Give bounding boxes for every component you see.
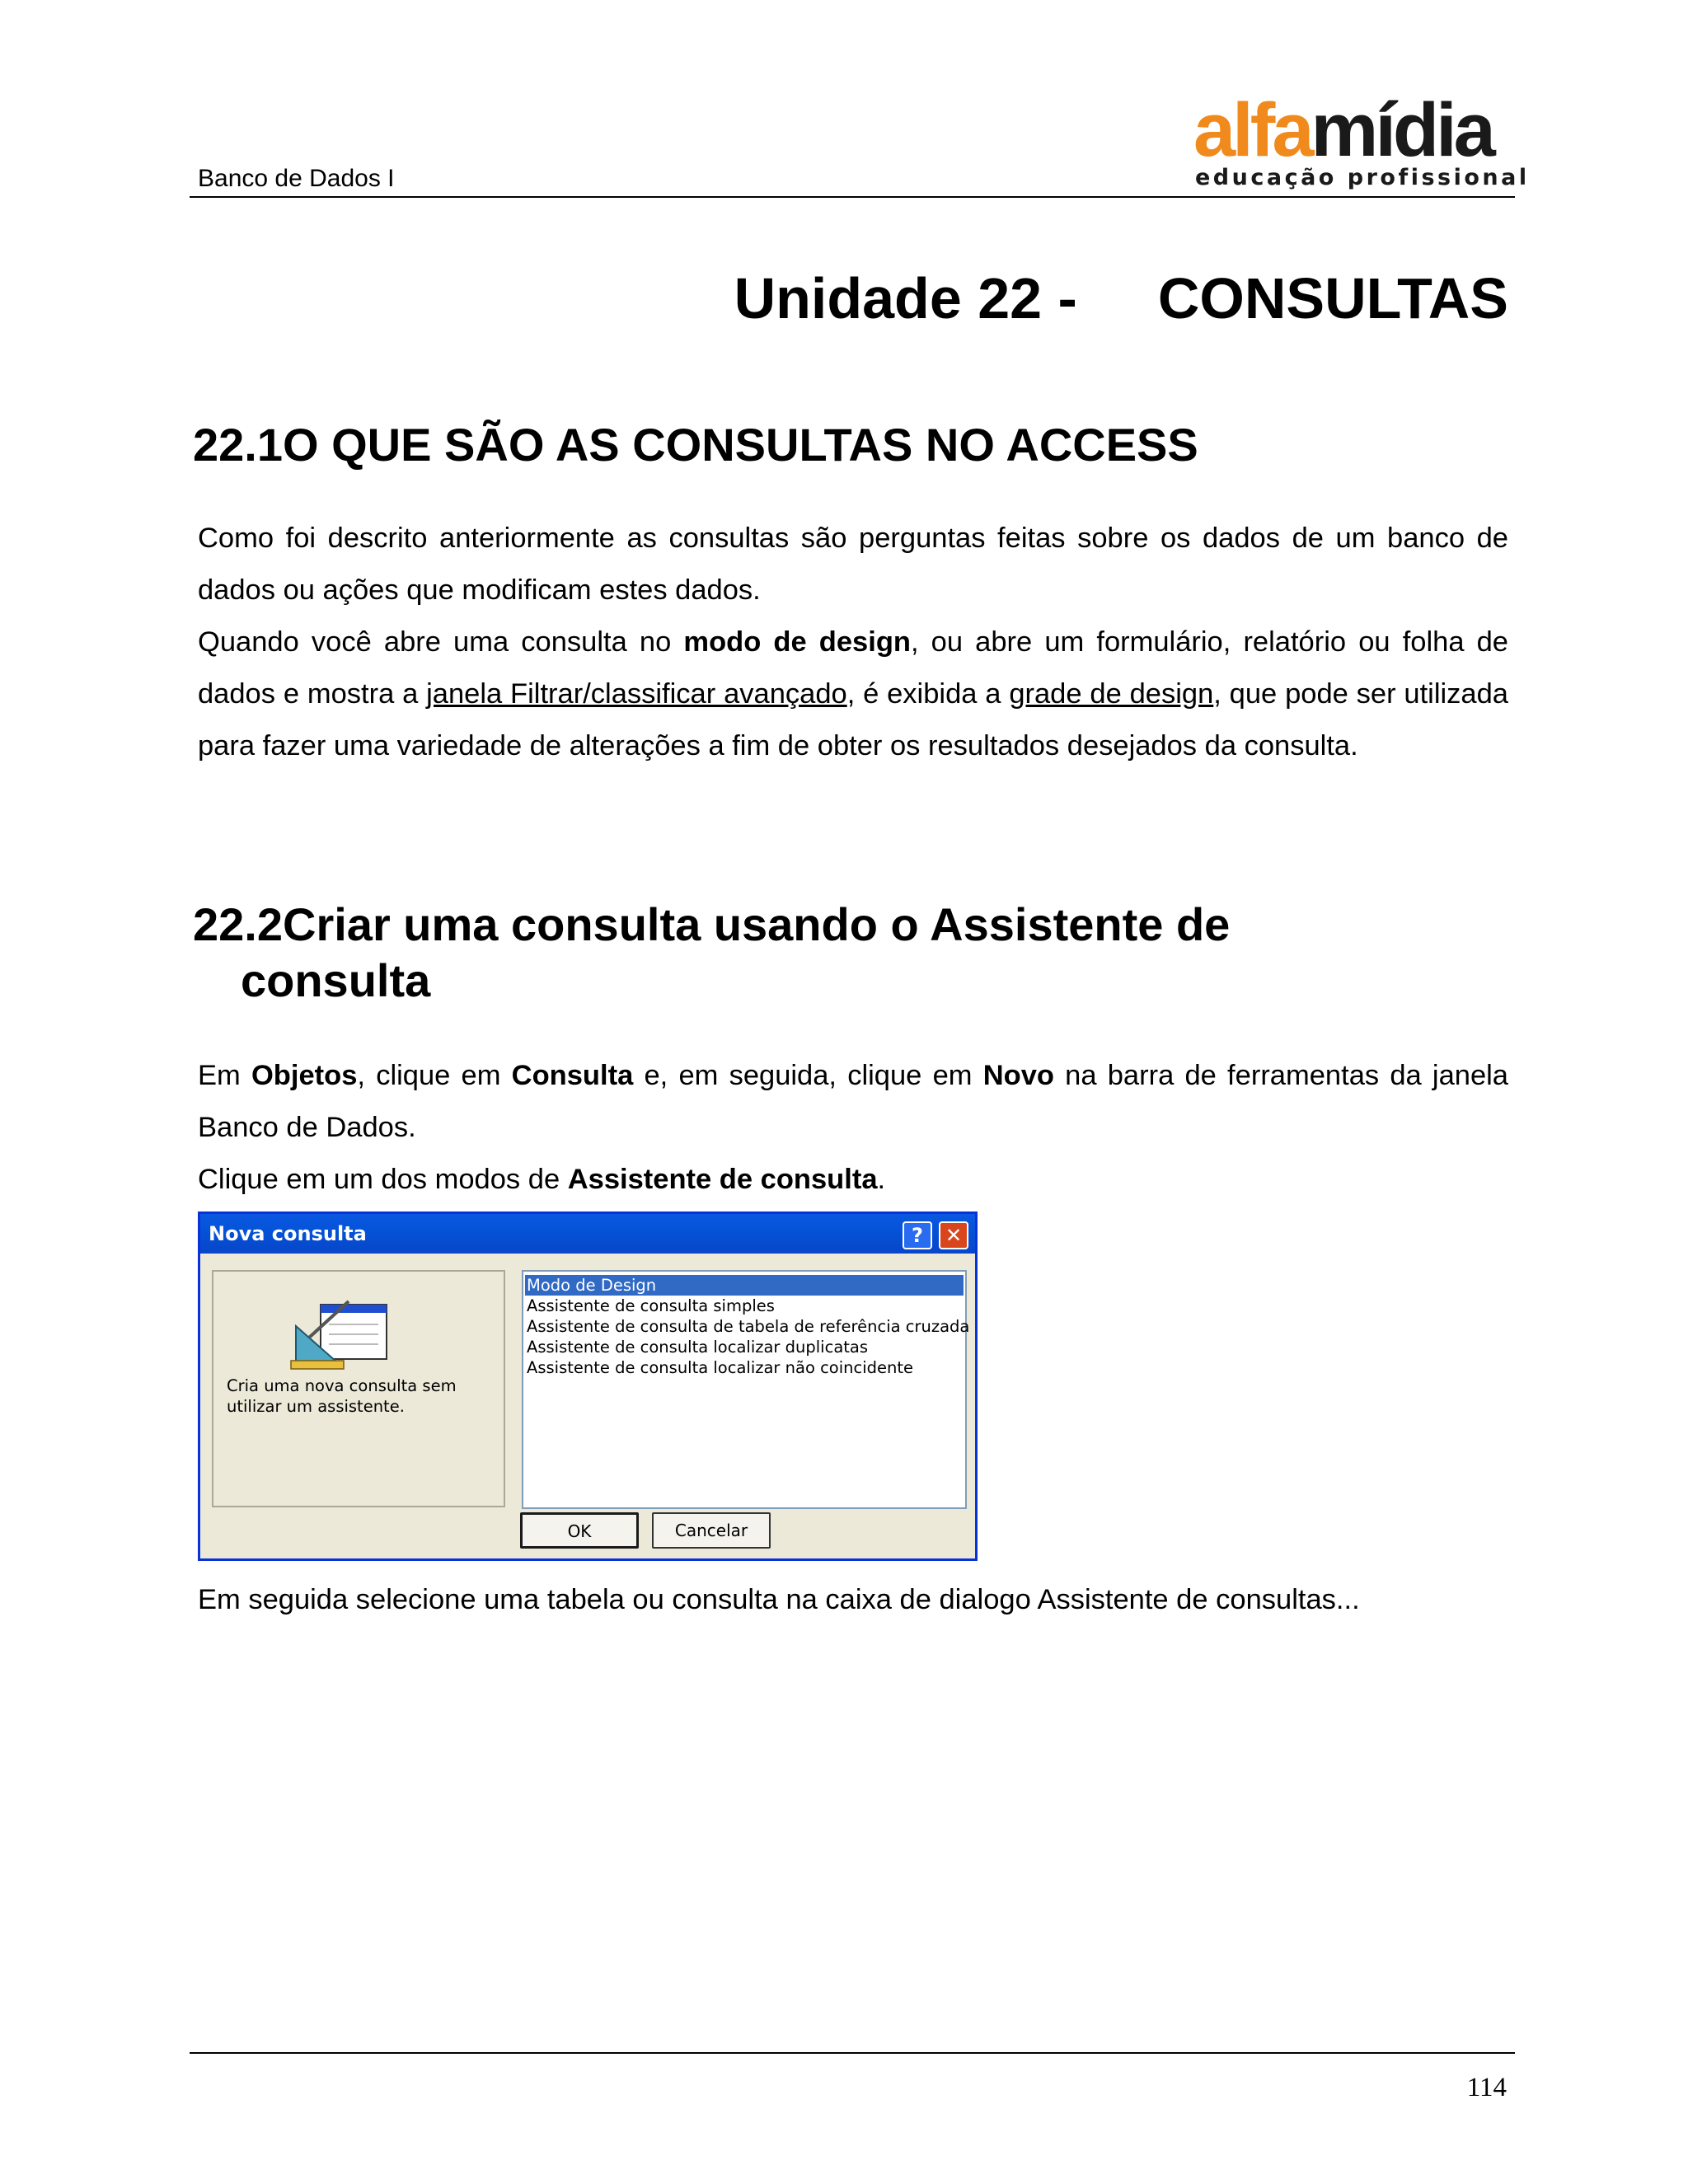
ok-button[interactable]: OK	[520, 1512, 639, 1549]
paragraph: Clique em um dos modos de Assistente de consulta.	[198, 1164, 886, 1195]
paragraph: Em seguida selecione uma tabela ou consulta na caixa de dialogo Assistente de consultas...	[198, 1584, 1360, 1615]
paragraph: Como foi descrito anteriormente as consultas são perguntas feitas sobre os dados de um banco de dados ou ações que modificam estes dados.	[198, 523, 1508, 606]
link-grade-design[interactable]: grade de design	[1009, 678, 1214, 710]
dialog-titlebar[interactable]	[200, 1214, 975, 1254]
section-2-number: 22.2	[193, 898, 283, 950]
section-2-heading	[193, 897, 1230, 1009]
preview-pane	[212, 1270, 505, 1507]
section-2-title-line1: Criar uma consulta usando o Assistente de	[283, 898, 1231, 950]
section-2-followup	[191, 1574, 1508, 1626]
section-1-title: O QUE SÃO AS CONSULTAS NO ACCESS	[283, 419, 1198, 471]
unit-number: Unidade 22 -	[734, 266, 1077, 330]
link-janela-filtrar[interactable]: janela Filtrar/classificar avançado	[426, 678, 847, 710]
logo-midia-text: mídia	[1311, 88, 1493, 172]
alfamidia-logo	[1193, 88, 1530, 191]
logo-tagline: educação profissional	[1195, 165, 1530, 190]
logo-alfa-text: alfa	[1193, 88, 1311, 172]
section-2-body	[191, 1050, 1508, 1206]
bold-term: modo de design	[683, 626, 911, 658]
list-item[interactable]: Assistente de consulta simples	[527, 1296, 775, 1315]
close-button[interactable]: ✕	[939, 1221, 968, 1249]
help-button[interactable]: ?	[903, 1221, 932, 1249]
list-item-selected[interactable]: Modo de Design	[525, 1275, 964, 1296]
query-design-icon	[288, 1296, 395, 1379]
query-type-list[interactable]	[522, 1270, 970, 1509]
section-2-title-line2: consulta	[241, 954, 431, 1006]
cancel-button[interactable]: Cancelar	[652, 1512, 771, 1549]
dialog-description: Cria uma nova consulta sem utilizar um assistente.	[227, 1376, 457, 1416]
paragraph: Em Objetos, clique em Consulta e, em seguida, clique em Novo na barra de ferramentas da janela Banco de Dados.	[198, 1060, 1508, 1143]
header-rule	[190, 196, 1515, 198]
page-number: 114	[1466, 2073, 1507, 2102]
section-1-heading	[193, 417, 1198, 473]
header-doc-title: Banco de Dados I	[198, 165, 395, 192]
footer-rule	[190, 2052, 1515, 2054]
unit-title	[734, 265, 1508, 331]
section-1-body	[191, 513, 1508, 772]
nova-consulta-dialog	[198, 1212, 978, 1561]
unit-name: CONSULTAS	[1157, 266, 1508, 330]
list-item[interactable]: Assistente de consulta localizar não coincidente	[527, 1358, 914, 1377]
dialog-title: Nova consulta	[209, 1222, 367, 1245]
list-item[interactable]: Assistente de consulta localizar duplicatas	[527, 1338, 869, 1357]
list-item[interactable]: Assistente de consulta de tabela de referência cruzada	[527, 1317, 970, 1336]
paragraph: Quando você abre uma consulta no modo de design, ou abre um formulário, relatório ou folha de dados e mostra a janela Filtrar/classificar avançado, é exibida a grade de design, que pode ser utilizada para fazer uma variedade de alterações a fim de obter os resultados desejados da consulta.	[198, 626, 1508, 762]
section-1-number: 22.1	[193, 419, 283, 471]
